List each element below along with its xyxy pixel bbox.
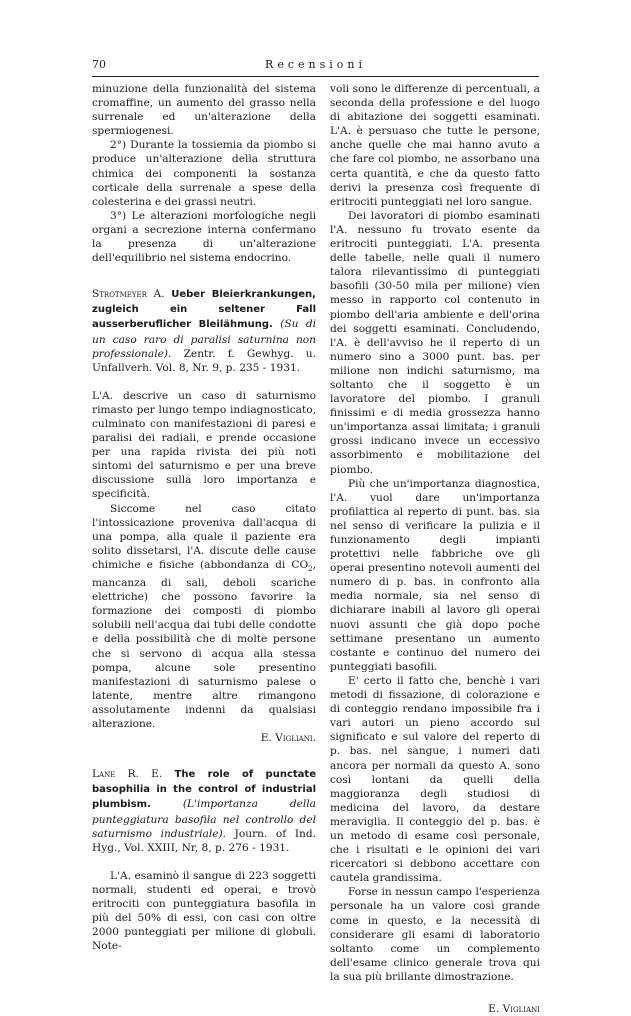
- review-citation: Zentr. f. Gewhyg. u. Unfallverh. Vol. 8, Nr. 9, p. 235 - 1931.: [92, 347, 316, 374]
- paragraph: E' certo il fatto che, benchè i vari metodi di fissazione, di colorazione e di conteggio rendano impossibile fra i vari autori un pieno accordo sul significato e sul valore del reperto di p. bas. nel sangue, i numeri dati ancora per normali da questo A. sono così lontani da quelli della maggioranza degli studiosi di medicina del lavoro, da destare meraviglia. Il conteggio del p. bas. è un metodo di esame così personale, che i risultati e le opinioni dei vari ricercatori si debbono accettare con cautela grandissima.: [330, 674, 540, 885]
- review-heading: [92, 287, 316, 375]
- page-header: [92, 58, 539, 77]
- paragraph: minuzione della funzionalità del sistema cromaffine, un aumento del grasso nella surrenale ed un'alterazione della spermiogenesi.: [92, 83, 316, 138]
- paragraph: 3°) Le alterazioni morfologiche negli organi a secrezione interna confermano la presenza di un'alterazione dell'equilibrio nel sistema endocrino.: [92, 209, 316, 265]
- review-translation: (Su di un caso raro di paralisi saturnina non professionale).: [92, 318, 316, 360]
- review-signature: E. Vigliani: [488, 1003, 540, 1015]
- paragraph: Forse in nessun campo l'esperienza personale ha un valore così grande come in questo, e la necessità di considerare gli esami di laboratorio soltanto come un complemento dell'esame clinico generale trova qui la sua più brillante dimostrazione.: [330, 886, 540, 983]
- review-title: Ueber Bleierkrankungen, zugleich ein seltener Fall ausserberuflicher Bleilähmung.: [92, 289, 316, 331]
- page-number: 70: [92, 58, 106, 71]
- review-author: Strotmeyer A.: [92, 288, 165, 301]
- paragraph: Siccome nel caso citato l'intossicazione proveniva dall'acqua di una pompa, alla quale il paziente era solito dissetarsi, l'A. discute delle cause chimiche e fisiche (abbondanza di $CO_2$, mancanza di sali, deboli scariche elettriche) che possono favorire la formazione dei composti di piombo solubili nell'acqua dai tubi delle condotte e della possibilità che di molte persone che si servono di acqua alla stessa pompa, alcune sole presentino manifestazioni di saturnismo palese o latente, mentre altre rimangono assolutamente indenni da qualsiasi alterazione.: [92, 502, 316, 731]
- review-title: The role of punctate basophilia in the control of industrial plumbism.: [92, 769, 316, 811]
- paragraph: 2°) Durante la tossiemia da piombo si produce un'alterazione della struttura chimica dei componenti la sostanza corticale della surrenale a spese della colesterina e dei grassi neutri.: [92, 139, 316, 208]
- paragraph: L'A. descrive un caso di saturnismo rimasto per lungo tempo indiagnosticato, culminato con manifestazioni di paresi e paralisi dei radiali, e prende occasione per una rapida rivista dei più noti sintomi del saturnismo e per una breve discussione sulla loro importanza e specificità.: [92, 389, 316, 501]
- review-author: Lane R. E.: [92, 768, 163, 781]
- paragraph: Dei lavoratori di piombo esaminati l'A. nessuno fu trovato esente da eritrociti punteggiati. L'A. presenta delle tabelle, nelle quali il numero talora rilevantissimo di punteggiati basofili (30-50 mila per milione) vien messo in rapporto col contenuto in piombo dell'aria ambiente e dell'orina dei soggetti esaminati. Concludendo, l'A. è dell'avviso he il reperto di un numero sino a 3000 punt. bas. per milione non indichi saturnismo, ma soltanto che il soggetto è un lavoratore del piombo. I granuli finissimi e di media grossezza hanno un'importanza assai limitata; i granuli grossi indicano invece un eccessivo assorbimento e mobilitazione del piombo.: [330, 209, 540, 476]
- review-heading: [92, 767, 316, 855]
- paragraph: L'A. esaminò il sangue di 223 soggetti normali, studenti ed operai, e trovò eritrociti con punteggiatura basofila in più del 50% di essi, con casi con oltre 2000 punteggiati per milione di globuli. Note-: [92, 869, 316, 953]
- paragraph: Più che un'importanza diagnostica, l'A. vuol dare un'importanza profilattica al reperto di punt. bas. sia nel senso di verificare la pulizia e il funzionamento degli impianti protettivi nelle fabbriche ove gli operai presentino notevoli aumenti del numero di p. bas. in confronto alla media normale, sia nel senso di dichiarare inabili al lavoro gli operai nuovi assunti che già dopo poche settimane presentano un aumento costante e continuo del numero dei punteggiati basofili.: [330, 477, 540, 673]
- review-signature: E. Vigliani.: [260, 732, 316, 745]
- review-citation: Journ. of Ind. Hyg., Vol. XXIII, Nr, 8, p. 276 - 1931.: [92, 827, 316, 854]
- paragraph: voli sono le differenze di percentuali, a seconda della professione e del luogo di abitazione dei soggetti esaminati. L'A. è persuaso che tutte le persone, anche quelle che mai hanno avuto a che fare col piombo, ne assorbano una certa quantità, e che da questo fatto derivi la presenza così frequente di eritrociti punteggiati nel loro sangue.: [330, 83, 540, 208]
- section-title: Recensioni: [265, 58, 366, 71]
- review-translation: (L'importanza della punteggiatura basofila nel controllo del saturnismo industriale).: [92, 798, 316, 840]
- left-column: [92, 82, 316, 953]
- right-column: [330, 82, 540, 1016]
